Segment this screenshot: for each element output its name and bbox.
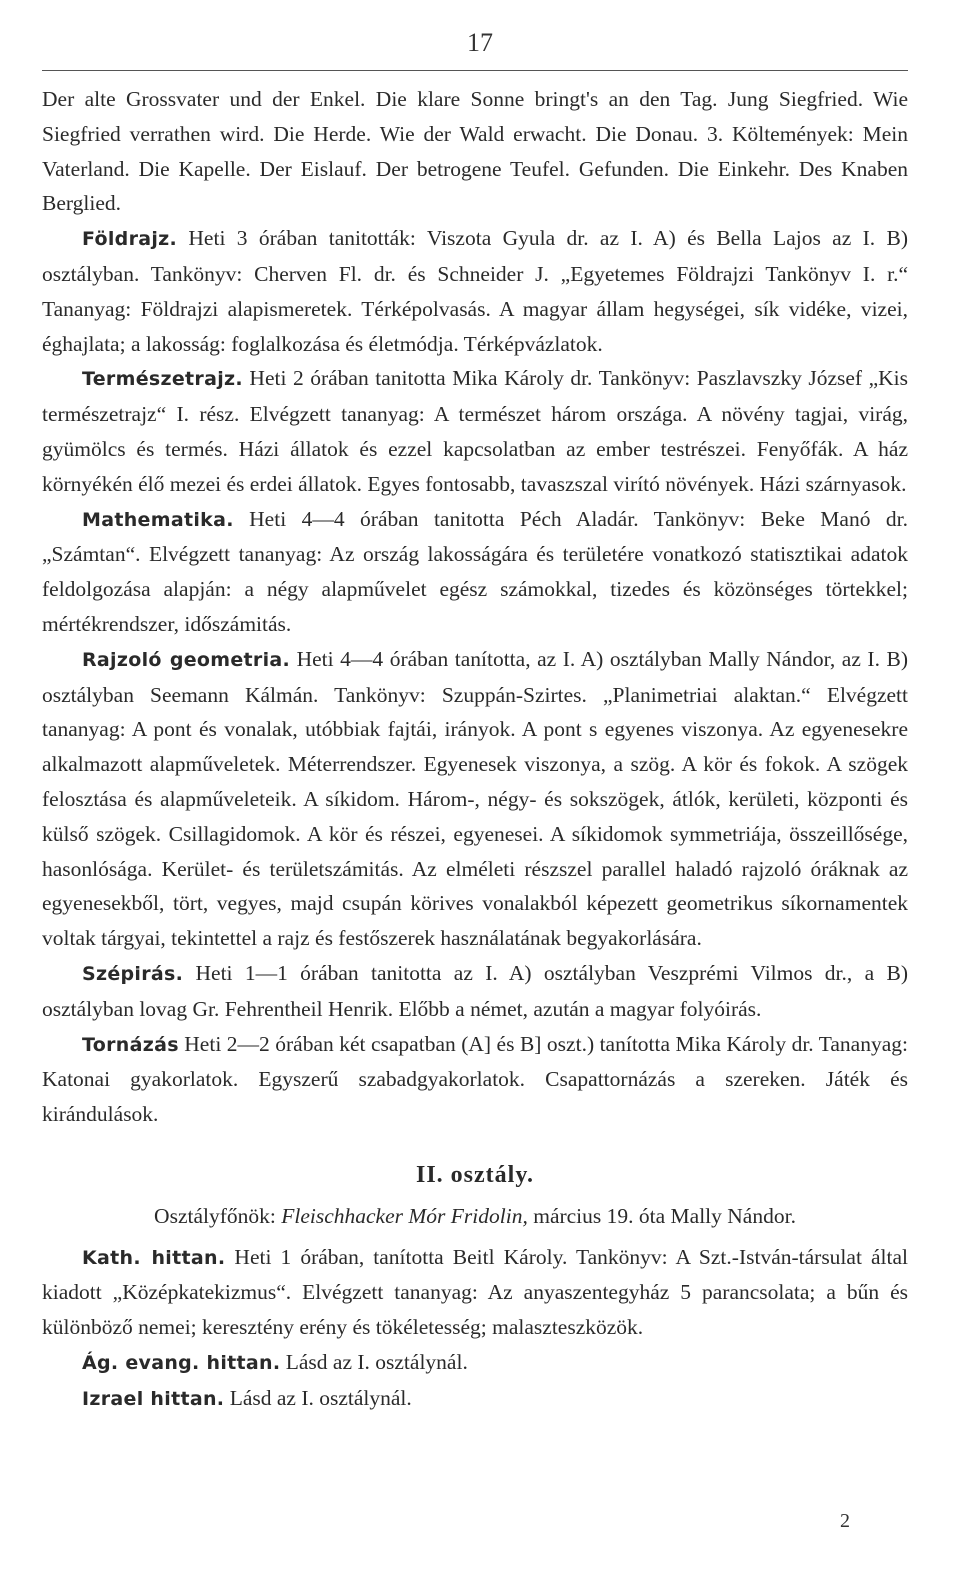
subject-label: Rajzoló geometria.	[82, 648, 291, 671]
paragraph-text: Heti 2 órában tanitotta Mika Károly dr. Tankönyv: Paszlavszky József „Kis természetrajz“ I. rész. Elvégzett tananyag: A természet három országa. A növény tagjai, virág, gyümölcs és termés. Házi állatok és ezzel kapcsolatban az ember testrészei. Fenyőfák. A ház környékén élő mezei és erdei állatok. Egyes fontosabb, tavaszszal virító növények. Házi szárnyasok.	[42, 366, 908, 496]
subject-label: Kath. hittan.	[82, 1246, 226, 1269]
paragraph	[42, 221, 908, 361]
paragraph-text: Heti 1 órában, tanította Beitl Károly. Tankönyv: A Szt.-István-társulat által kiadott „Középkatekizmus“. Elvégzett tananyag: Az anyaszentegyház 5 parancsolata; a bűn és különböző nemei; keresztény erény és tökéletesség; malaszteszközök.	[42, 1244, 908, 1340]
paragraph	[42, 1240, 908, 1345]
class-master-line	[42, 1199, 908, 1234]
subject-label: Izrael hittan.	[82, 1387, 225, 1410]
class-master-name: Fleischhacker Mór Fridolin,	[281, 1203, 528, 1228]
paragraph-text: Lásd az I. osztálynál.	[280, 1349, 468, 1374]
paragraph-text: Der alte Grossvater und der Enkel. Die klare Sonne bringt's an den Tag. Jung Siegfried. Wie Siegfried verrathen wird. Die Herde. Wie der Wald erwacht. Die Donau. 3. Költemények: Mein Vaterland. Die Kapelle. Der Eislauf. Der betrogene Teufel. Gefunden. Die Einkehr. Des Knaben Berglied.	[42, 87, 908, 216]
paragraph	[42, 956, 908, 1027]
paragraph-text: Heti 4—4 órában tanitotta Péch Aladár. Tankönyv: Beke Manó dr. „Számtan“. Elvégzett tananyag: Az ország lakosságára és területére vonatkozó statisztikai adatok feldolgozása alapján: a négy alapművelet egész számokkal, tizedes és közönséges törtekkel; mértékrendszer, időszámitás.	[42, 506, 908, 636]
paragraph-text: Heti 1—1 órában tanitotta az I. A) osztályban Veszprémi Vilmos dr., a B) osztályban lovag Gr. Fehrentheil Henrik. Előbb a német, azután a magyar folyóirás.	[42, 960, 908, 1021]
paragraph-text: Heti 3 órában tanitották: Viszota Gyula dr. az I. A) és Bella Lajos az I. B) osztályban. Tankönyv: Cherven Fl. dr. és Schneider J. „Egyetemes Földrajzi Tankönyv I. r.“ Tananyag: Földrajzi alapismeretek. Térképolvasás. A magyar állam hegységei, sík vidéke, vizei, éghajlata; a lakosság: foglalkozása és életmódja. Térképvázlatok.	[42, 226, 908, 356]
paragraph-text: Lásd az I. osztálynál.	[224, 1385, 412, 1410]
paragraph-text: Heti 2—2 órában két csapatban (A] és B] oszt.) tanította Mika Károly dr. Tananyag: Katonai gyakorlatok. Egyszerű szabadgyakorlatok. Csapattornázás a szereken. Játék és kirándulások.	[42, 1031, 908, 1127]
class-master-suffix: március 19. óta Mally Nándor.	[527, 1203, 796, 1228]
header-rule	[42, 70, 908, 71]
section-heading: II. osztály.	[415, 1161, 534, 1188]
paragraph	[42, 1345, 908, 1381]
paragraph	[42, 361, 908, 501]
paragraph	[42, 82, 908, 221]
paragraph-text: Heti 4—4 órában tanította, az I. A) osztályban Mally Nándor, az I. B) osztályban Seemann Kálmán. Tankönyv: Szuppán-Szirtes. „Planimetriai alaktan.“ Elvégzett tananyag: A pont és vonalak, utóbbiak fajtái, irányok. A pont s egyenes viszonya. Az egyenesekre alkalmazott alapműveletek. Méterrendszer. Egyenesek viszonya, a szög. A kör és fokok. A szögek felosztása és alapműveleteik. A síkidom. Három-, négy- és sokszögek, átlók, kerületi, központi és külső szögek. Csillagidomok. A kör és részei, egyenesei. A síkidomok symmetriája, összeillősége, hasonlósága. Kerület- és területszámitás. Az elméleti részszel parallel haladó rajzoló óráknak az egyenesekből, tört, vegyes, majd csupán körives vonalakból képezett geometrikus síkornamentek voltak tárgyai, tekintettel a rajz és festőszerek használatának begyakorlására.	[42, 646, 908, 951]
signature-mark: 2	[840, 1510, 850, 1532]
subject-label: Tornázás	[82, 1033, 179, 1056]
paragraph	[42, 642, 908, 956]
page-body	[42, 82, 908, 1416]
subject-label: Természetrajz.	[82, 368, 243, 391]
paragraph	[42, 502, 908, 642]
paragraph	[42, 1027, 908, 1132]
class-master-prefix: Osztályfőnök:	[154, 1203, 282, 1228]
subject-label: Földrajz.	[82, 228, 178, 251]
page-number: 17	[467, 28, 493, 57]
paragraph	[42, 1381, 908, 1417]
subject-label: Mathematika.	[82, 508, 234, 531]
subject-label: Ág. evang. hittan.	[82, 1351, 281, 1374]
subject-label: Szépirás.	[82, 962, 184, 985]
